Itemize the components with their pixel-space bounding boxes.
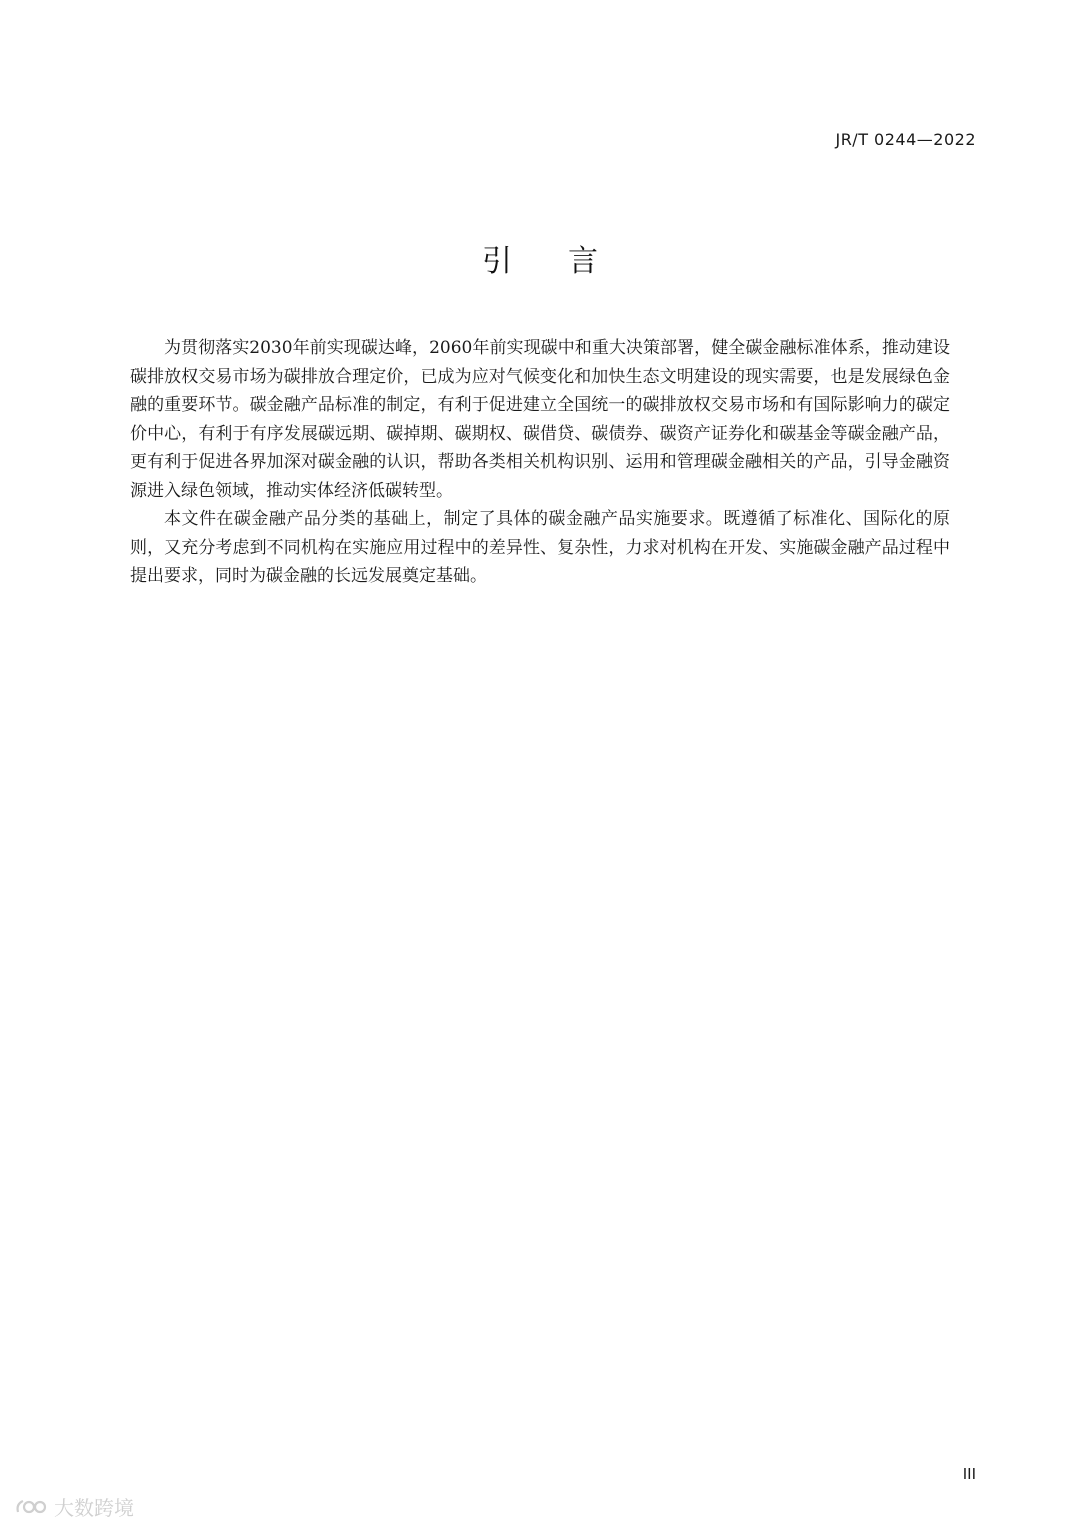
standard-number: JR/T 0244—2022 [835, 130, 976, 149]
introduction-body [130, 334, 950, 591]
watermark [14, 1492, 134, 1521]
page-number: III [962, 1465, 976, 1483]
paragraph-2: 本文件在碳金融产品分类的基础上，制定了具体的碳金融产品实施要求。既遵循了标准化、国际化的原则，又充分考虑到不同机构在实施应用过程中的差异性、复杂性，力求对机构在开发、实施碳金融产品过程中提出要求，同时为碳金融的长远发展奠定基础。 [130, 509, 950, 586]
paragraph-1: 为贯彻落实2030年前实现碳达峰，2060年前实现碳中和重大决策部署，健全碳金融标准体系，推动建设碳排放权交易市场为碳排放合理定价，已成为应对气候变化和加快生态文明建设的现实需要，也是发展绿色金融的重要环节。碳金融产品标准的制定，有利于促进建立全国统一的碳排放权交易市场和有国际影响力的碳定价中心，有利于有序发展碳远期、碳掉期、碳期权、碳借贷、碳债券、碳资产证券化和碳基金等碳金融产品，更有利于促进各界加深对碳金融的认识，帮助各类相关机构识别、运用和管理碳金融相关的产品，引导金融资源进入绿色领域，推动实体经济低碳转型。 [130, 338, 950, 501]
watermark-logo-icon [14, 1496, 48, 1518]
watermark-text: 大数跨境 [54, 1496, 134, 1520]
section-title: 引言 [482, 244, 654, 279]
